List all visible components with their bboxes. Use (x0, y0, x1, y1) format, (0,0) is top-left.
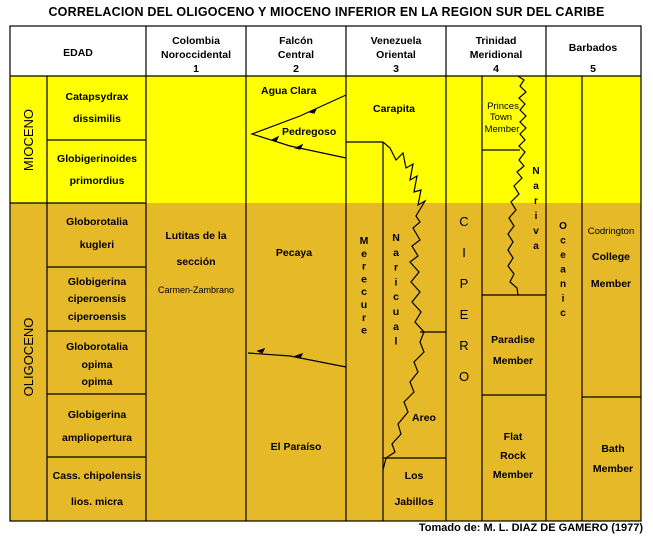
formation-college-member: Member (590, 278, 632, 290)
zone-ampliapertura-line2: ampliopertura (61, 432, 133, 444)
zone-kugleri-line2: kugleri (79, 239, 115, 251)
formation-carapita: Carapita (372, 103, 416, 115)
formation-pedregoso: Pedregoso (282, 126, 337, 138)
formation-pecaya: Pecaya (275, 247, 313, 259)
zone-opima-line3: opima (81, 376, 113, 388)
formation-agua-clara: Agua Clara (261, 85, 317, 97)
formation-princes: Princes (487, 101, 519, 112)
zone-chipolensis-line1: Cass. chipolensis (52, 470, 142, 482)
zone-kugleri-line1: Globorotalia (66, 216, 128, 228)
zone-catapsydrax-line2: dissimilis (73, 113, 121, 125)
zone-ciperoensis-line1: Globigerina (67, 276, 127, 288)
header-col3-number: 3 (393, 63, 399, 75)
header-col1-line1: Colombia (172, 35, 220, 47)
formation-rock: Rock (500, 450, 526, 462)
formation-bath-member: Member (592, 463, 634, 475)
formation-los: Los (404, 470, 424, 482)
formation-naricual: N a r i c u a l (392, 232, 400, 348)
zone-chipolensis-line2: lios. micra (71, 496, 123, 508)
formation-college: College (592, 251, 630, 263)
formation-town: Town (489, 112, 513, 123)
header-col1-line2: Noroccidental (160, 49, 232, 61)
formation-lutitas-line3: Carmen-Zambrano (157, 285, 235, 295)
zone-globigerinoides-line2: primordius (69, 175, 125, 187)
diagram-title: CORRELACION DEL OLIGOCENO Y MIOCENO INFERIOR EN LA REGION SUR DEL CARIBE (48, 5, 605, 19)
formation-jabillos: Jabillos (394, 496, 434, 508)
formation-codrington: Codrington (587, 226, 635, 237)
formation-areo: Areo (412, 412, 436, 424)
formation-el-paraiso: El Paraíso (270, 441, 322, 453)
formation-paradise-member: Member (492, 355, 534, 367)
header-col5-line1: Barbados (568, 42, 618, 54)
header-col1-number: 1 (193, 63, 199, 75)
formation-flat: Flat (503, 431, 523, 443)
formation-merecure: M e r e c u r e (359, 235, 369, 337)
formation-oceanic: O c e a n i c (559, 221, 567, 319)
formation-nariva: N a r i v a (532, 166, 540, 252)
zone-ciperoensis-line2: ciperoensis (67, 293, 127, 305)
source-credit: Tomado de: M. L. DIAZ DE GAMERO (1977) (418, 522, 643, 534)
formation-cipero: C I P E R O (458, 214, 470, 384)
header-col3-line1: Venezuela (370, 35, 422, 47)
zone-opima-line1: Globorotalia (66, 341, 128, 353)
header-col3-line2: Oriental (376, 49, 416, 61)
header-col5-number: 5 (590, 63, 596, 75)
formation-paradise: Paradise (491, 334, 535, 346)
header-edad: EDAD (63, 47, 93, 59)
zone-ciperoensis-line3: ciperoensis (67, 311, 127, 323)
epoch-oligoceno: OLIGOCENO (21, 317, 36, 397)
zone-opima-line2: opima (81, 359, 113, 371)
zone-ampliapertura-line1: Globigerina (67, 409, 127, 421)
zone-globigerinoides-line1: Globigerinoides (57, 153, 137, 165)
epoch-mioceno: MIOCENO (21, 108, 36, 172)
formation-lutitas-line2: sección (176, 256, 216, 268)
header-col4-line2: Meridional (469, 49, 523, 61)
formation-princes-town-member: Member (484, 124, 520, 135)
header-col2-line1: Falcón (279, 35, 313, 47)
zone-catapsydrax-line1: Catapsydrax (65, 91, 129, 103)
header-col2-number: 2 (293, 63, 299, 75)
formation-bath: Bath (601, 443, 625, 455)
header-col2-line2: Central (277, 49, 315, 61)
formation-lutitas-line1: Lutitas de la (165, 230, 227, 242)
header-col4-line1: Trinidad (475, 35, 517, 47)
formation-flat-rock-member: Member (492, 469, 534, 481)
header-col4-number: 4 (493, 63, 499, 75)
